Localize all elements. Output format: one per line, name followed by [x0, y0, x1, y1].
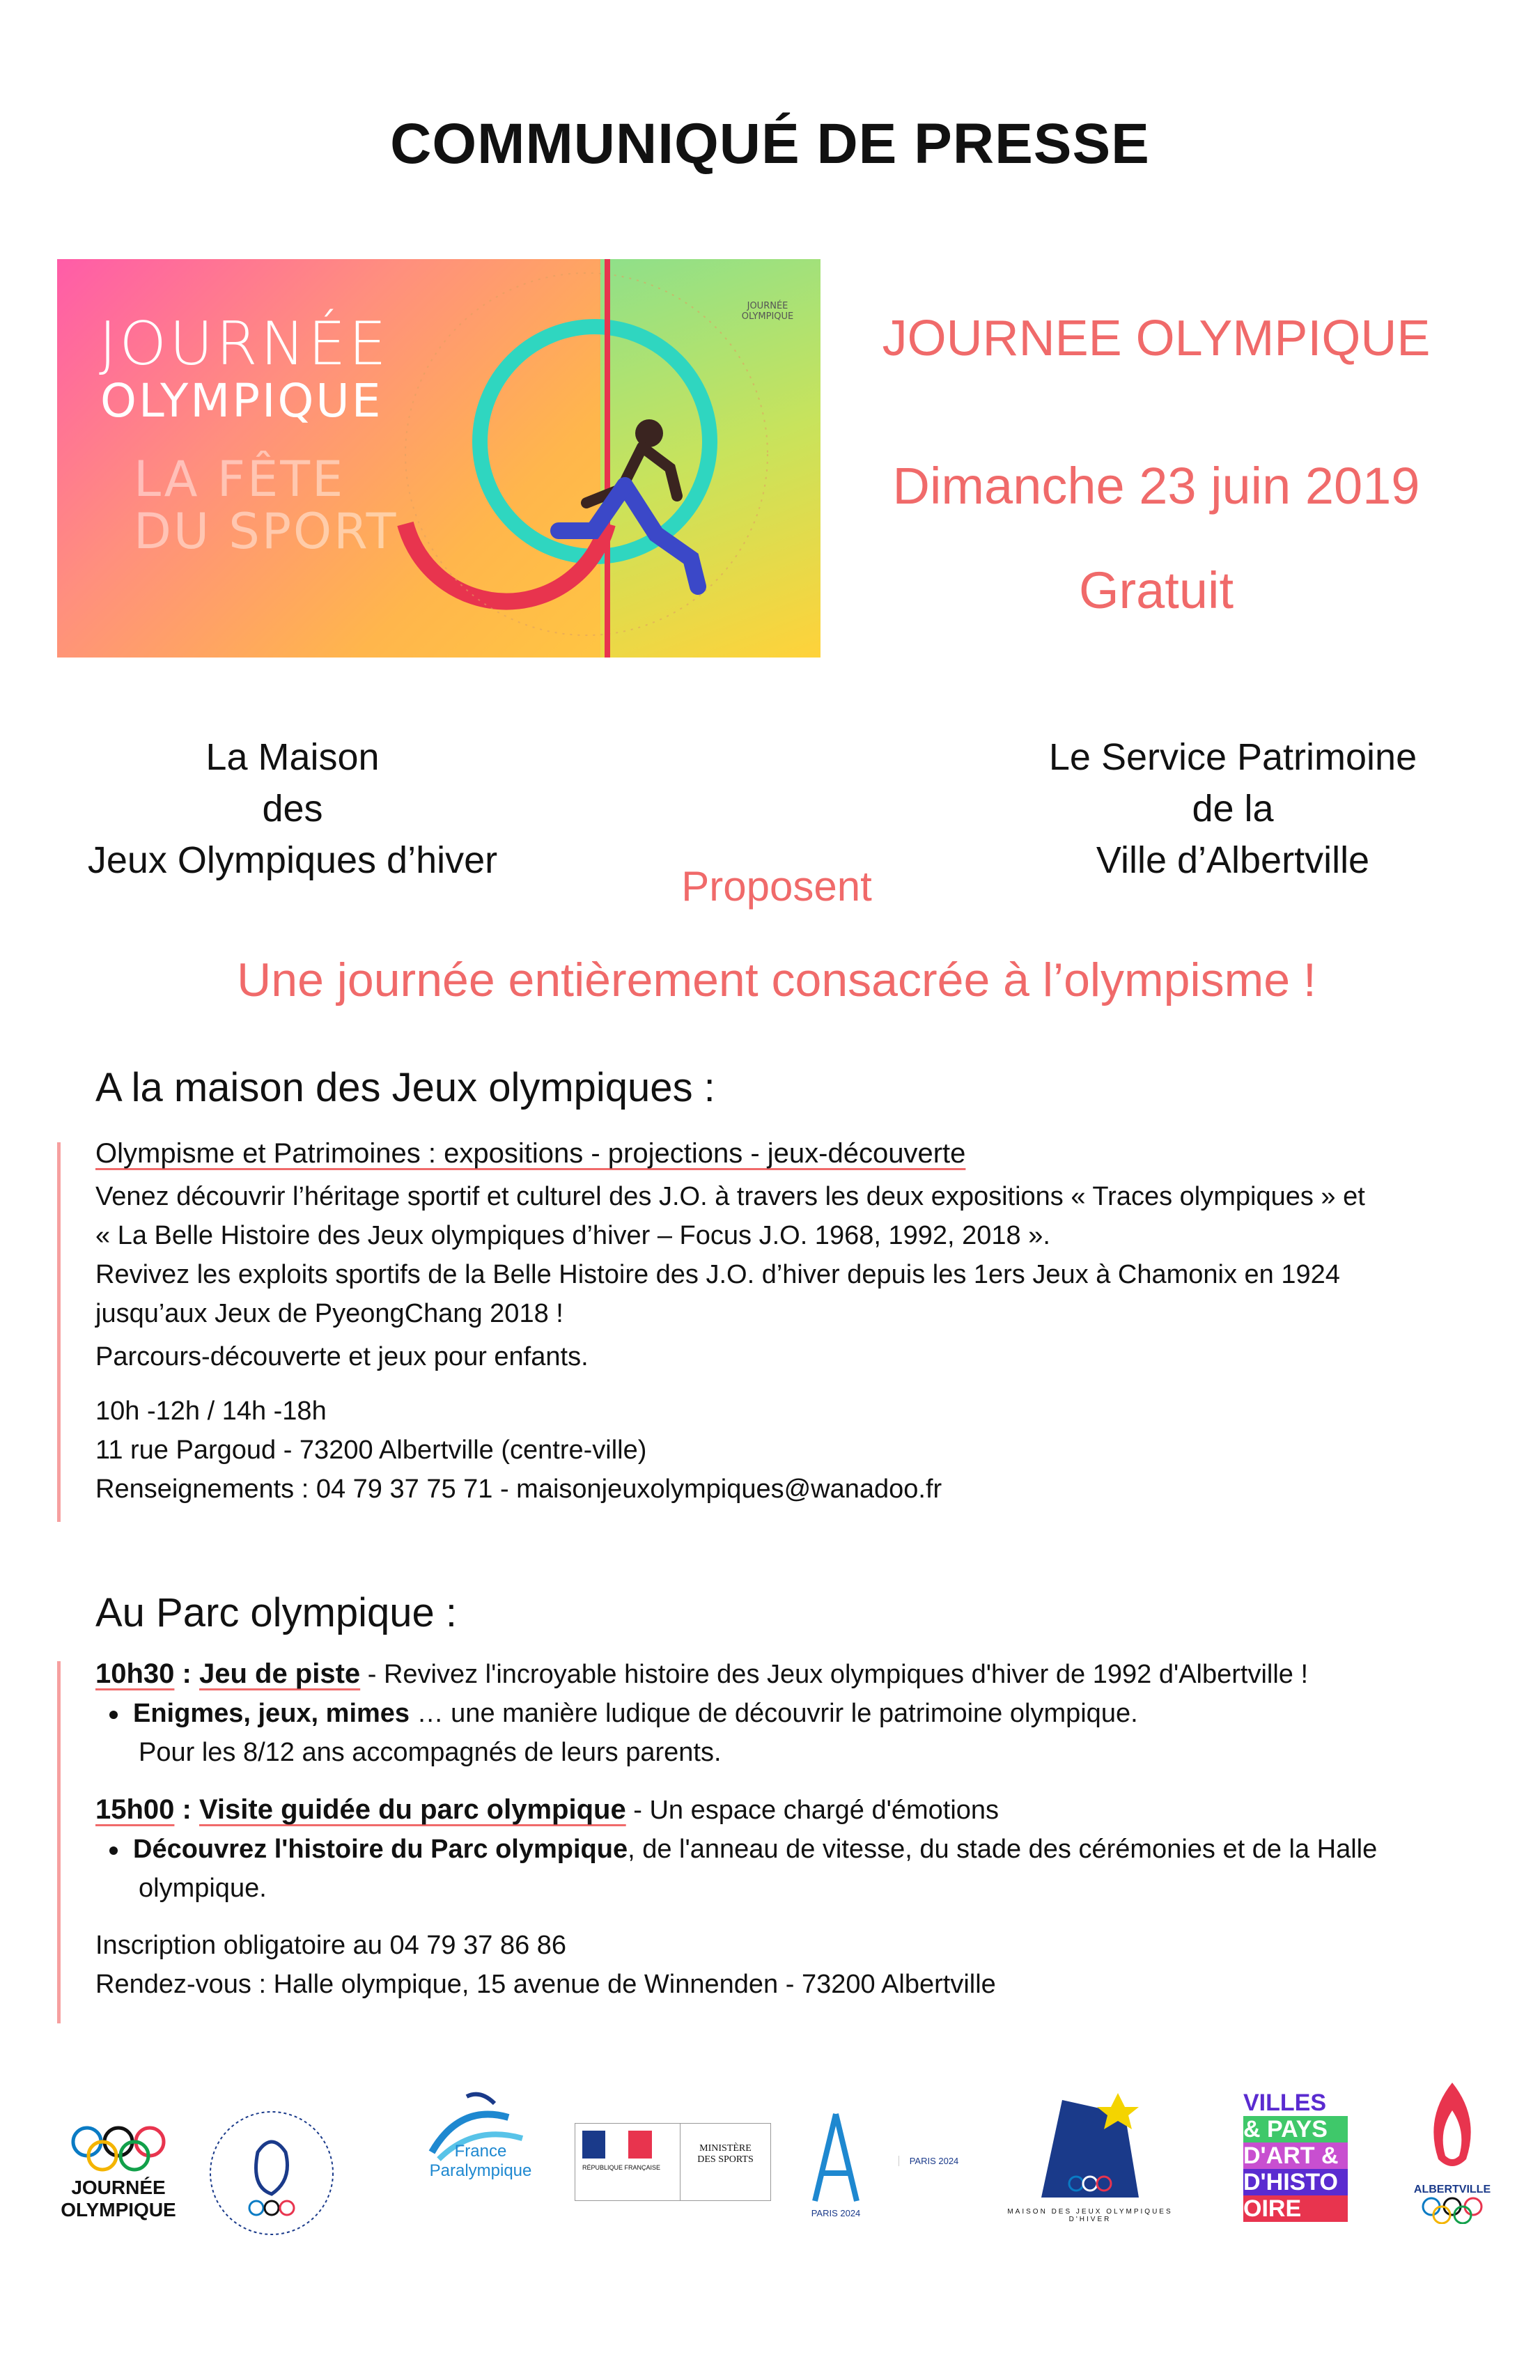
event-name: JOURNEE OLYMPIQUE	[882, 311, 1431, 366]
paris2024-paralympic-label: PARIS 2024	[899, 2156, 969, 2166]
event1-bullet-line2: Pour les 8/12 ans accompagnés de leurs parents.	[139, 1738, 722, 1767]
event1-bullet-bold: Enigmes, jeux, mimes	[133, 1699, 410, 1728]
albertville-flame-icon	[1410, 2076, 1494, 2180]
logo-maison-jeux-olympiques	[996, 2086, 1184, 2239]
event1-bullet-rest: … une manière ludique de découvrir le patrimoine olympique.	[410, 1699, 1138, 1728]
event1-desc: - Revivez l'incroyable histoire des Jeux olympiques d'hiver de 1992 d'Albertville !	[360, 1660, 1309, 1689]
section1-p1: Venez découvrir l’héritage sportif et culturel des J.O. à travers les deux expositions « Traces olympiques » et	[95, 1182, 1365, 1211]
event2-bullet-bold: Découvrez l'histoire du Parc olympique	[133, 1835, 628, 1864]
event1-bullet	[109, 1694, 1502, 1733]
eiffel-tower-icon	[801, 2110, 871, 2208]
section2-bar	[57, 1661, 61, 2023]
event2-bullet-line2: olympique.	[139, 1874, 267, 1903]
section1-contact: Renseignements : 04 79 37 75 71 - maisonjeuxolympiques@wanadoo.fr	[95, 1475, 942, 1504]
logo-albertville	[1400, 2076, 1504, 2243]
section1-content	[95, 1134, 1488, 1509]
mountain-star-icon	[1020, 2086, 1160, 2204]
logo-journee-olympique	[49, 2124, 188, 2221]
section1-p5: Parcours-découverte et jeux pour enfants.	[95, 1342, 589, 1371]
organizer-left-line2: des	[262, 788, 323, 830]
hero-title-line2: OLYMPIQUE	[100, 374, 383, 428]
section1-subheading: Olympisme et Patrimoines : expositions - projections - jeux-découverte	[95, 1138, 966, 1169]
inscription: Inscription obligatoire au 04 79 37 86 86	[95, 1931, 567, 1960]
event2-bullet-rest: , de l'anneau de vitesse, du stade des cérémonies et de la Halle	[628, 1835, 1378, 1864]
tagline: Une journée entièrement consacrée à l’olympisme !	[237, 954, 1316, 1006]
event1-sep: :	[174, 1658, 199, 1689]
vpah-line3: D'ART &	[1243, 2142, 1348, 2169]
organizers-verb: Proposent	[681, 863, 872, 910]
event2-bullet	[109, 1830, 1502, 1869]
logo-ministere-sports	[575, 2123, 771, 2201]
section1-hours: 10h -12h / 14h -18h	[95, 1397, 327, 1426]
vpah-line4: D'HISTO	[1243, 2169, 1348, 2195]
vpah-line5: OIRE	[1243, 2195, 1348, 2222]
hero-image	[57, 259, 820, 658]
page-title: COMMUNIQUÉ DE PRESSE	[390, 112, 1150, 176]
hero-sub-line1: LA FÊTE	[134, 451, 345, 508]
section1-bar	[57, 1142, 61, 1522]
olympic-rings-icon	[1417, 2196, 1487, 2224]
ministere-line2: DES SPORTS	[697, 2154, 754, 2165]
albertville-label: ALBERTVILLE	[1413, 2184, 1491, 2195]
fp-line1: France	[454, 2142, 507, 2161]
organizer-right-line1: Le Service Patrimoine	[1048, 736, 1417, 778]
event2-sep: :	[174, 1794, 199, 1825]
logo-villes-pays-art-histoire	[1243, 2090, 1348, 2222]
organizer-left-line3: Jeux Olympiques d’hiver	[87, 839, 498, 881]
vpah-line2: & PAYS	[1243, 2116, 1348, 2142]
hero-sub-line2: DU SPORT	[134, 503, 398, 560]
fp-line2: Paralympique	[429, 2161, 532, 2180]
organizer-right-line2: de la	[1192, 788, 1274, 830]
ministere-line1: MINISTÈRE	[699, 2143, 752, 2154]
rendezvous: Rendez-vous : Halle olympique, 15 avenue de Winnenden - 73200 Albertville	[95, 1970, 996, 1999]
bullet-icon	[109, 1711, 118, 1719]
bullet-icon	[109, 1846, 118, 1855]
event1-line	[95, 1654, 1502, 1694]
mjo-text: MAISON DES JEUX OLYMPIQUES D'HIVER	[1007, 2208, 1173, 2223]
republique-francaise-block	[575, 2124, 680, 2200]
section2-content	[95, 1654, 1502, 2004]
hero-badge: JOURNÉE OLYMPIQUE	[741, 301, 794, 322]
ministere-text	[680, 2124, 770, 2200]
event2-desc: - Un espace chargé d'émotions	[625, 1796, 1000, 1825]
section1-p2: « La Belle Histoire des Jeux olympiques d’hiver – Focus J.O. 1968, 1992, 2018 ».	[95, 1221, 1050, 1250]
section1-heading: A la maison des Jeux olympiques :	[95, 1065, 715, 1110]
jo-logo-line2: OLYMPIQUE	[61, 2199, 176, 2220]
event2-title: Visite guidée du parc olympique	[199, 1794, 626, 1825]
logo-cnosf	[202, 2103, 341, 2243]
section1-p3: Revivez les exploits sportifs de la Belle Histoire des J.O. d’hiver depuis les 1ers Jeux à Chamonix en 1924	[95, 1260, 1340, 1289]
section2-heading: Au Parc olympique :	[95, 1590, 458, 1635]
hero-title-line1: JOURNÉE	[99, 309, 389, 379]
event2-line	[95, 1790, 1502, 1830]
event1-time: 10h30	[95, 1658, 175, 1689]
french-flag-icon	[582, 2131, 652, 2159]
olympic-rings-icon	[66, 2124, 171, 2173]
rf-text: RÉPUBLIQUE FRANÇAISE	[582, 2164, 661, 2171]
organizer-left-line1: La Maison	[205, 736, 380, 778]
event-date: Dimanche 23 juin 2019	[892, 457, 1420, 515]
logo-france-paralympique	[418, 2090, 543, 2181]
hero-graphics	[57, 259, 820, 658]
event2-time: 15h00	[95, 1794, 175, 1825]
cnosf-rooster-icon	[202, 2103, 341, 2243]
organizer-right-line3: Ville d’Albertville	[1096, 839, 1370, 881]
jo-logo-line1: JOURNÉE	[71, 2177, 166, 2198]
section1-address: 11 rue Pargoud - 73200 Albertville (centre-ville)	[95, 1436, 647, 1465]
event-price: Gratuit	[1078, 561, 1234, 619]
event1-title: Jeu de piste	[199, 1658, 361, 1689]
section1-p4: jusqu’aux Jeux de PyeongChang 2018 !	[95, 1299, 563, 1328]
logo-paris2024	[801, 2110, 968, 2236]
vpah-line1: VILLES	[1243, 2090, 1348, 2116]
paris2024-olympic-label: PARIS 2024	[811, 2208, 861, 2218]
